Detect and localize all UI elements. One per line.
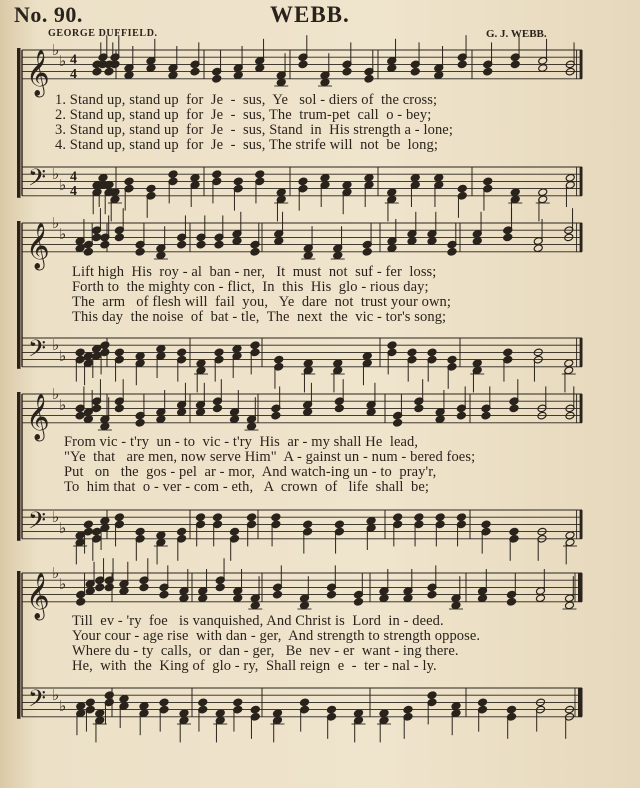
note-head <box>564 601 574 610</box>
note-head <box>75 244 85 253</box>
note-head <box>362 247 372 256</box>
note-head <box>410 67 420 76</box>
note-head <box>299 601 309 610</box>
note-head <box>427 237 437 246</box>
note-head <box>535 594 545 603</box>
note-head <box>353 709 363 718</box>
note-head <box>196 359 206 368</box>
note-head <box>135 527 145 536</box>
lyric-line: From vic - t'ry un - to vic - t'ry His ar - my shall He lead, <box>64 434 419 450</box>
note-head <box>85 587 95 596</box>
note-head <box>75 531 85 540</box>
note-head <box>276 188 286 197</box>
note-head <box>135 418 145 427</box>
note-head <box>232 237 242 246</box>
note-head <box>92 67 102 76</box>
time-signature: 4 <box>70 183 77 199</box>
note-head <box>538 64 548 73</box>
note-head <box>387 188 397 197</box>
lyric-line: Forth to the mighty con - flict, In this His glo - rious day; <box>72 279 429 295</box>
note-head <box>95 583 105 592</box>
note-head <box>353 597 363 606</box>
note-head <box>414 404 424 413</box>
note-head <box>250 705 260 714</box>
final-barline <box>580 50 582 79</box>
note-head <box>83 415 93 424</box>
note-head <box>250 601 260 610</box>
note-head <box>387 244 397 253</box>
note-head <box>434 71 444 80</box>
flat-icon: ♭ <box>59 574 67 593</box>
note-head <box>509 527 519 536</box>
final-barline <box>578 573 582 602</box>
note-head <box>274 237 284 246</box>
note-head <box>272 709 282 718</box>
lyric-line: 3. Stand up, stand up for Je - sus, Stand in His strength a - lone; <box>55 122 453 138</box>
note-head <box>95 709 105 718</box>
note-head <box>146 64 156 73</box>
flat-icon: ♭ <box>59 51 67 70</box>
treble-clef-icon: 𝄞 <box>26 393 50 440</box>
note-head <box>298 60 308 69</box>
note-head <box>271 411 281 420</box>
composer-credit: G. J. WEBB. <box>486 28 547 40</box>
note-head <box>196 240 206 249</box>
flat-icon: ♭ <box>52 508 60 527</box>
note-head <box>212 404 222 413</box>
note-head <box>177 408 187 417</box>
note-head <box>177 240 187 249</box>
note-head <box>104 583 114 592</box>
note-head <box>387 64 397 73</box>
note-head <box>272 590 282 599</box>
author-credit: GEORGE DUFFIELD. <box>48 28 158 39</box>
note-head <box>538 188 548 197</box>
time-signature: 4 <box>70 52 77 68</box>
flat-icon: ♭ <box>59 395 67 414</box>
lyric-line: "Ye that are men, now serve Him" A - gainst un - num - bered foes; <box>64 449 476 465</box>
note-head <box>457 184 467 193</box>
note-head <box>326 590 336 599</box>
note-head <box>139 583 149 592</box>
note-head <box>472 359 482 368</box>
note-head <box>119 587 129 596</box>
lyric-line: This day the noise of bat - tle, The next the vic - tor's song; <box>72 309 447 325</box>
note-head <box>364 74 374 83</box>
note-head <box>564 359 574 368</box>
bass-clef-icon: 𝄢 <box>28 684 47 718</box>
note-head <box>447 355 457 364</box>
note-head <box>114 404 124 413</box>
lyric-line: 1. Stand up, stand up for Je - sus, Ye sol - diers of the cross; <box>55 92 438 108</box>
note-head <box>333 251 343 260</box>
note-head <box>92 404 102 413</box>
flat-icon: ♭ <box>59 519 67 537</box>
note-head <box>565 531 575 540</box>
note-head <box>274 355 284 364</box>
note-head <box>195 408 205 417</box>
note-head <box>76 597 86 606</box>
note-head <box>403 705 413 714</box>
time-signature: 4 <box>70 66 77 82</box>
note-head <box>255 64 265 73</box>
flat-icon: ♭ <box>52 41 60 59</box>
note-head <box>146 184 156 193</box>
time-signature: 4 <box>70 169 77 185</box>
note-head <box>215 583 225 592</box>
note-head <box>303 251 313 260</box>
lyric-line: Your cour - age rise with dan - ger, And strength to strength oppose. <box>72 628 481 644</box>
lyric-line: Till ev - 'ry foe is vanquished, And Christ is Lord in - deed. <box>72 613 444 629</box>
treble-clef-icon: 𝄞 <box>26 572 50 619</box>
note-head <box>510 188 520 197</box>
lyric-line: The arm of flesh will fail you, Ye dare not trust your own; <box>72 294 452 310</box>
note-head <box>506 705 516 714</box>
note-head <box>250 247 260 256</box>
note-head <box>198 594 208 603</box>
lyrics-system-4 <box>0 614 640 705</box>
note-head <box>159 590 169 599</box>
note-head <box>100 240 110 249</box>
flat-icon: ♭ <box>52 686 60 705</box>
final-barline <box>580 394 582 423</box>
note-head <box>451 601 461 610</box>
note-head <box>342 67 352 76</box>
treble-clef-icon: 𝄞 <box>26 49 50 96</box>
note-head <box>393 418 403 427</box>
note-head <box>168 71 178 80</box>
note-head <box>233 594 243 603</box>
flat-icon: ♭ <box>52 564 60 582</box>
note-head <box>246 422 256 431</box>
note-head <box>427 590 437 599</box>
note-head <box>124 71 134 80</box>
note-head <box>212 74 222 83</box>
note-head <box>156 251 166 260</box>
note-head <box>92 527 102 536</box>
note-head <box>506 597 516 606</box>
lyric-line: 2. Stand up, stand up for Je - sus, The trum-pet call o - bey; <box>55 107 432 123</box>
note-head <box>303 359 313 368</box>
note-head <box>509 404 519 413</box>
lyric-line: Lift high His roy - al ban - ner, It must not suf - fer loss; <box>72 264 437 280</box>
lyric-line: 4. Stand up, stand up for Je - sus, The strife will not be long; <box>55 137 438 153</box>
note-head <box>215 709 225 718</box>
lyric-line: To him that o - ver - com - eth, A crown of life shall be; <box>64 479 429 495</box>
note-head <box>503 233 513 242</box>
lyric-line: He, with the King of glo - ry, Shall reign e - ter - nal - ly. <box>72 658 437 674</box>
note-head <box>83 247 93 256</box>
flat-icon: ♭ <box>59 697 67 715</box>
note-head <box>303 408 313 417</box>
note-head <box>472 237 482 246</box>
note-head <box>366 408 376 417</box>
lyric-line: Put on the gos - pel ar - mor, And watch-ing un - to pray'r, <box>64 464 437 480</box>
note-head <box>403 594 413 603</box>
final-barline <box>580 223 582 252</box>
note-head <box>379 594 389 603</box>
flat-icon: ♭ <box>59 176 67 194</box>
lyrics-system-3 <box>0 435 640 526</box>
note-head <box>104 67 114 76</box>
note-head <box>92 233 102 242</box>
note-head <box>233 71 243 80</box>
bass-clef-icon: 𝄢 <box>28 506 47 540</box>
note-head <box>276 78 286 87</box>
note-head <box>229 527 239 536</box>
note-head <box>533 244 543 253</box>
bass-clef-icon: 𝄢 <box>28 163 47 197</box>
note-head <box>447 247 457 256</box>
tune-name: WEBB. <box>270 2 350 27</box>
note-head <box>179 709 189 718</box>
note-head <box>334 404 344 413</box>
note-head <box>179 594 189 603</box>
note-head <box>135 247 145 256</box>
note-head <box>333 359 343 368</box>
note-head <box>456 411 466 420</box>
note-head <box>481 411 491 420</box>
note-head <box>510 60 520 69</box>
bass-clef-icon: 𝄢 <box>28 334 47 368</box>
note-head <box>326 705 336 714</box>
lyric-line: Where du - ty calls, or dan - ger, Be nev - er want - ing there. <box>72 643 459 659</box>
note-head <box>407 237 417 246</box>
flat-icon: ♭ <box>59 224 67 243</box>
note-head <box>483 67 493 76</box>
note-head <box>100 422 110 431</box>
note-head <box>214 240 224 249</box>
hymn-number: No. 90. <box>14 2 83 27</box>
flat-icon: ♭ <box>52 336 60 355</box>
flat-icon: ♭ <box>52 214 60 232</box>
flat-icon: ♭ <box>59 347 67 365</box>
note-head <box>114 233 124 242</box>
note-head <box>477 594 487 603</box>
note-head <box>156 531 166 540</box>
note-head <box>156 415 166 424</box>
note-head <box>177 527 187 536</box>
note-head <box>320 78 330 87</box>
note-head <box>75 411 85 420</box>
treble-clef-icon: 𝄞 <box>26 222 50 269</box>
lyrics-system-1 <box>0 93 640 184</box>
note-head <box>229 415 239 424</box>
lyrics-system-2 <box>0 265 640 356</box>
flat-icon: ♭ <box>52 165 60 184</box>
note-head <box>457 60 467 69</box>
flat-icon: ♭ <box>52 385 60 403</box>
note-head <box>435 415 445 424</box>
note-head <box>190 67 200 76</box>
note-head <box>379 709 389 718</box>
